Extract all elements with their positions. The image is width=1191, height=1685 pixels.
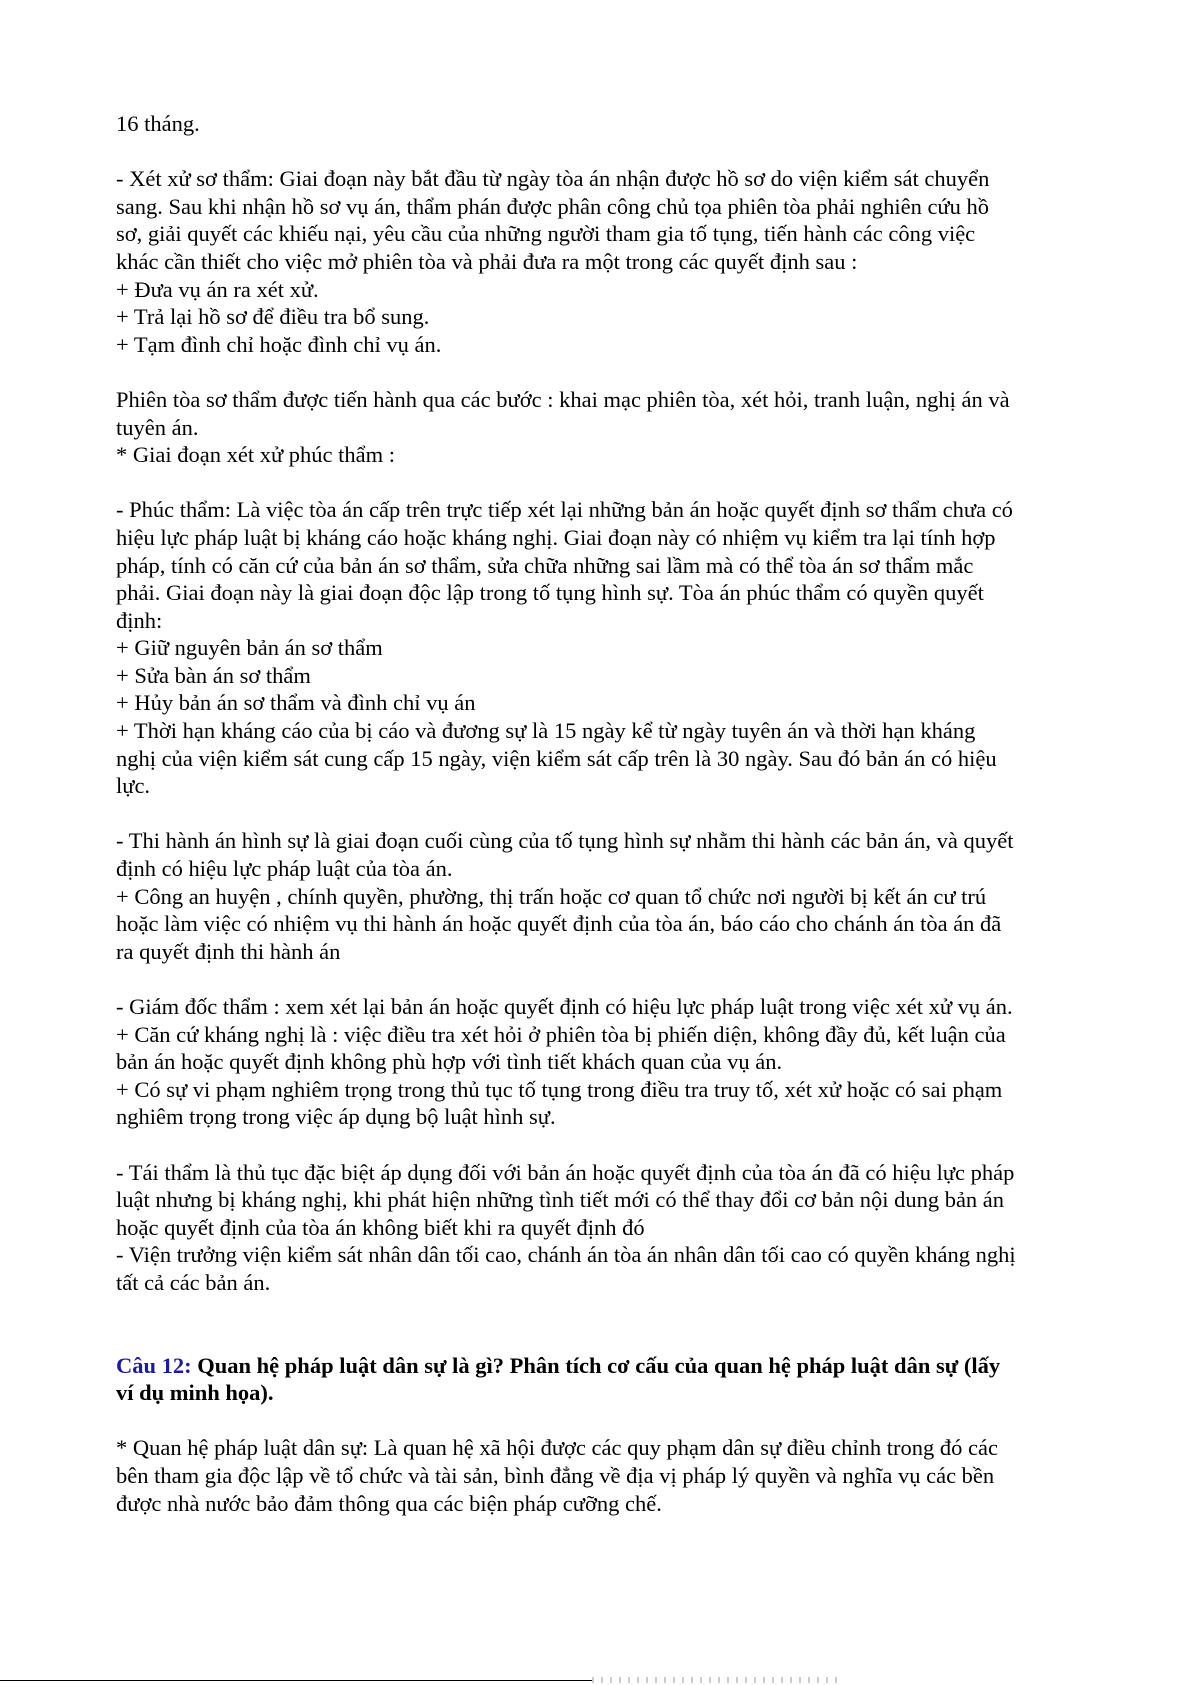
text-line: Phiên tòa sơ thẩm được tiến hành qua các bước : khai mạc phiên tòa, xét hỏi, tranh luận, nghị án và (116, 386, 1010, 412)
paragraph-gap (116, 1131, 1091, 1159)
text-line: hoặc làm việc có nhiệm vụ thi hành án hoặc quyết định của tòa án, báo cáo cho chánh án tòa án đã (116, 911, 1002, 937)
text-line: được nhà nước bảo đảm thông qua các biện pháp cưỡng chế. (116, 1490, 662, 1516)
paragraph (116, 386, 1091, 469)
footer-rule (0, 1680, 592, 1681)
text-line: - Tái thẩm là thủ tục đặc biệt áp dụng đối với bản án hoặc quyết định của tòa án đã có hiệu lực pháp (116, 1159, 1015, 1185)
text-line: sơ, giải quyết các khiếu nại, yêu cầu của những người tham gia tố tụng, tiến hành các công việc (116, 221, 976, 247)
text-line: + Giữ nguyên bản án sơ thẩm (116, 635, 383, 661)
text-line: tuyên án. (116, 414, 199, 440)
paragraph-gap (116, 138, 1091, 166)
text-line: luật nhưng bị kháng nghị, khi phát hiện những tình tiết mới có thể thay đổi cơ bản nội dung bản án (116, 1187, 1005, 1213)
text-line: lực. (116, 773, 151, 799)
text-line: + Sửa bàn án sơ thẩm (116, 662, 311, 688)
text-line: hiệu lực pháp luật bị kháng cáo hoặc kháng nghị. Giai đoạn này có nhiệm vụ kiểm tra lại tính hợp (116, 524, 996, 550)
text-line: - Viện trưởng viện kiểm sát nhân dân tối cao, chánh án tòa án nhân dân tối cao có quyền kháng nghị (116, 1242, 1016, 1268)
text-line: tất cả các bản án. (116, 1269, 271, 1295)
text-line: bên tham gia độc lập về tổ chức và tài sản, bình đẳng về địa vị pháp lý quyền và nghĩa vụ các bền (116, 1462, 995, 1488)
text-line: + Có sự vi phạm nghiêm trọng trong thủ tục tố tụng trong điều tra truy tố, xét xử hoặc có sai phạm (116, 1076, 1003, 1102)
text-line: khác cần thiết cho việc mở phiên tòa và phải đưa ra một trong các quyết định sau : (116, 248, 858, 274)
document-body (116, 110, 1091, 1517)
text-line: phải. Giai đoạn này là giai đoạn độc lập trong tố tụng hình sự. Tòa án phúc thẩm có quyền quyết (116, 580, 984, 606)
text-line: định: (116, 607, 163, 633)
paragraph-gap (116, 469, 1091, 497)
question-heading (116, 1352, 1091, 1407)
text-line: - Giám đốc thẩm : xem xét lại bản án hoặc quyết định có hiệu lực pháp luật trong việc xét xử vụ án. (116, 994, 1013, 1019)
question-line (116, 1352, 1091, 1380)
paragraph (116, 110, 1091, 138)
paragraph-gap (116, 965, 1091, 993)
text-line: - Xét xử sơ thẩm: Giai đoạn này bắt đầu từ ngày tòa án nhận được hồ sơ do viện kiểm sát chuyển (116, 166, 990, 192)
text-line: + Đưa vụ án ra xét xử. (116, 276, 319, 302)
text-line: * Quan hệ pháp luật dân sự: Là quan hệ xã hội được các quy phạm dân sự điều chỉnh trong đó các (116, 1435, 998, 1461)
text-line: sang. Sau khi nhận hồ sơ vụ án, thẩm phán được phân công chủ tọa phiên tòa phải nghiên cứu hồ (116, 193, 990, 219)
text-line: * Giai đoạn xét xử phúc thẩm : (116, 442, 396, 468)
paragraph-gap (116, 1297, 1091, 1352)
question-text: ví dụ minh họa). (116, 1380, 274, 1406)
text-line: pháp, tính có căn cứ của bản án sơ thẩm, sửa chữa những sai lầm mà có thể tòa án sơ thẩm mắc (116, 552, 974, 578)
text-line: hoặc quyết định của tòa án không biết khi ra quyết định đó (116, 1214, 645, 1240)
text-line: - Phúc thẩm: Là việc tòa án cấp trên trực tiếp xét lại những bản án hoặc quyết định sơ thẩm chưa có (116, 497, 1013, 523)
paragraph (116, 993, 1091, 1131)
paragraph (116, 165, 1091, 358)
paragraph (116, 496, 1091, 800)
footer-marks (592, 1677, 842, 1683)
question-label: Câu 12: (116, 1352, 192, 1378)
paragraph (116, 1434, 1091, 1517)
text-line: nghiêm trọng trong việc áp dụng bộ luật hình sự. (116, 1104, 556, 1130)
text-line: + Thời hạn kháng cáo của bị cáo và đương sự là 15 ngày kể từ ngày tuyên án và thời hạn kháng (116, 718, 976, 744)
text-line: + Tạm đình chỉ hoặc đình chỉ vụ án. (116, 331, 442, 357)
paragraph-gap (116, 800, 1091, 828)
text-line: + Trả lại hồ sơ để điều tra bổ sung. (116, 304, 430, 330)
paragraph (116, 827, 1091, 965)
text-line: bản án hoặc quyết định không phù hợp với tình tiết khách quan của vụ án. (116, 1049, 783, 1075)
text-line: 16 tháng. (116, 111, 200, 136)
question-text: Quan hệ pháp luật dân sự là gì? Phân tích cơ cấu của quan hệ pháp luật dân sự (lấy (191, 1352, 1001, 1378)
text-line: nghị của viện kiểm sát cung cấp 15 ngày, viện kiểm sát cấp trên là 30 ngày. Sau đó bản án có hiệu (116, 745, 997, 771)
paragraph-gap (116, 358, 1091, 386)
text-line: ra quyết định thi hành án (116, 938, 341, 964)
text-line: + Hủy bản án sơ thẩm và đình chỉ vụ án (116, 690, 476, 716)
text-line: - Thi hành án hình sự là giai đoạn cuối cùng của tố tụng hình sự nhằm thi hành các bản án, và quyết (116, 828, 1014, 854)
text-line: định có hiệu lực pháp luật của tòa án. (116, 856, 453, 882)
text-line: + Căn cứ kháng nghị là : việc điều tra xét hỏi ở phiên tòa bị phiến diện, không đầy đủ, kết luận của (116, 1021, 1006, 1047)
text-line: + Công an huyện , chính quyền, phường, thị trấn hoặc cơ quan tổ chức nơi người bị kết án cư trú (116, 883, 987, 909)
paragraph (116, 1159, 1091, 1297)
paragraph-gap (116, 1407, 1091, 1435)
